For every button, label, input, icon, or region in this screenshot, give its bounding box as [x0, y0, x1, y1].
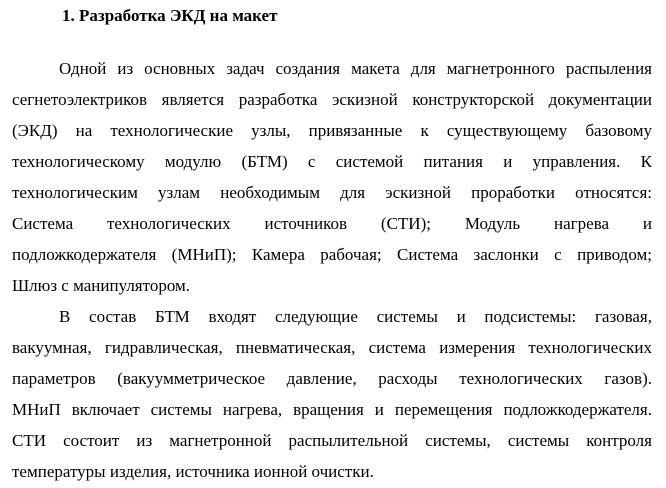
paragraph-line: технологическим узлам необходимым для эскизной проработки относятся:: [12, 183, 652, 202]
paragraph-line: температуры изделия, источника ионной очистки.: [12, 462, 374, 481]
paragraph-line: Шлюз с манипулятором.: [12, 276, 191, 295]
paragraph-2: [12, 301, 652, 487]
paragraph-1: [12, 53, 652, 301]
paragraph-line: Система технологических источников (СТИ); Модуль нагрева и: [12, 214, 652, 233]
paragraph-line: В состав БТМ входят следующие системы и подсистемы: газовая,: [59, 307, 652, 326]
paragraph-line: вакуумная, гидравлическая, пневматическая, система измерения технологических: [12, 338, 652, 357]
paragraph-line: Одной из основных задач создания макета для магнетронного распыления: [59, 59, 652, 78]
document-page: [12, 0, 652, 487]
paragraph-line: технологическому модулю (БТМ) с системой питания и управления. К: [12, 152, 652, 171]
paragraph-line: МНиП включает системы нагрева, вращения и перемещения подложкодержателя.: [12, 400, 652, 419]
paragraph-line: параметров (вакуумметрическое давление, расходы технологических газов).: [12, 369, 652, 388]
paragraph-line: СТИ состоит из магнетронной распылительной системы, системы контроля: [12, 431, 652, 450]
paragraph-line: (ЭКД) на технологические узлы, привязанные к существующему базовому: [12, 121, 652, 140]
paragraph-line: сегнетоэлектриков является разработка эскизной конструкторской документации: [12, 90, 652, 109]
paragraph-line: подложкодержателя (МНиП); Камера рабочая; Система заслонки с приводом;: [12, 245, 652, 264]
section-heading: 1. Разработка ЭКД на макет: [62, 6, 278, 25]
